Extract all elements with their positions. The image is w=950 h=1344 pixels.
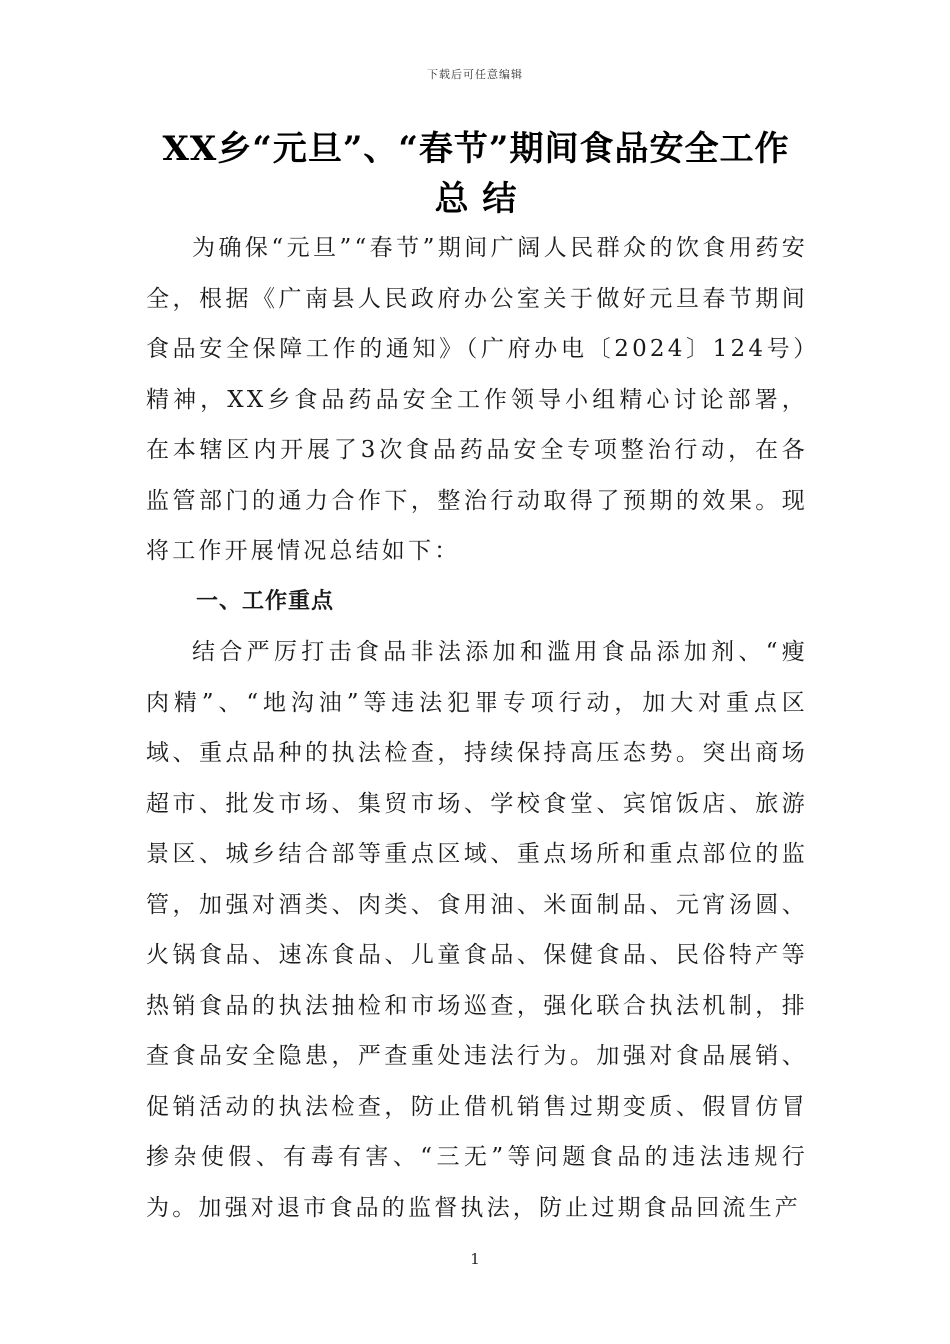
header-note: 下载后可任意编辑 <box>427 68 523 81</box>
section-heading-work-focus: 一、工作重点 <box>196 588 335 614</box>
work-focus-paragraph: 结合严厉打击食品非法添加和滥用食品添加剂、“瘦肉精”、“地沟油”等违法犯罪专项行动，加大对重点区域、重点品种的执法检查，持续保持高压态势。突出商场超市、批发市场、集贸市场、学校食堂、宾馆饭店、旅游景区、城乡结合部等重点区域、重点场所和重点部位的监管，加强对酒类、肉类、食用油、米面制品、元宵汤圆、火锅食品、速冻食品、儿童食品、保健食品、民俗特产等热销食品的执法抽检和市场巡查，强化联合执法机制，排查食品安全隐患，严查重处违法行为。加强对食品展销、促销活动的执法检查，防止借机销售过期变质、假冒仿冒掺杂使假、有毒有害、“三无”等问题食品的违法违规行为。加强对退市食品的监督执法，防止过期食品回流生产 <box>146 639 808 1221</box>
page-number: 1 <box>470 1250 480 1268</box>
document-title: XX乡“元旦”、“春节”期间食品安全工作总 结 <box>162 129 790 219</box>
intro-paragraph: 为确保“元旦”“春节”期间广阔人民群众的饮食用药安全，根据《广南县人民政府办公室关于做好元旦春节期间食品安全保障工作的通知》（广府办电〔2024〕124号）精神，XX乡食品药品安全工作领导小组精心讨论部署，在本辖区内开展了3次食品药品安全专项整治行动，在各监管部门的通力合作下，整治行动取得了预期的效果。现将工作开展情况总结如下： <box>146 235 808 564</box>
document-body <box>146 223 808 1233</box>
